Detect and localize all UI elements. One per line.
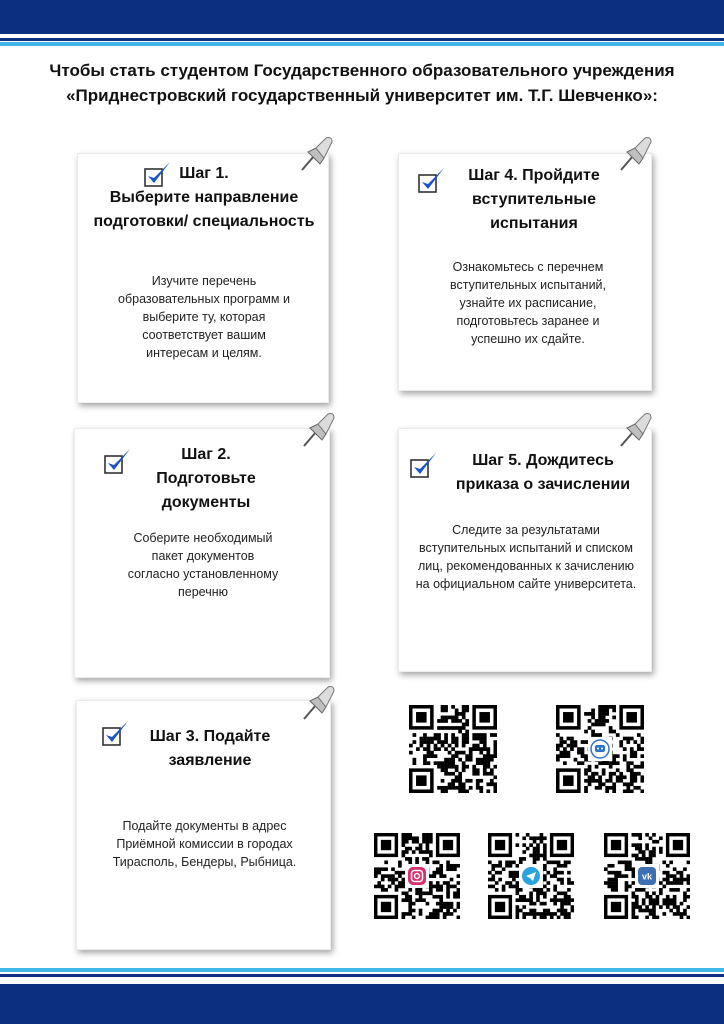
pushpin-icon (300, 410, 338, 450)
qr-code-image (556, 705, 644, 793)
step-2-text: Соберите необходимый пакет документов согласно установленному перечню (127, 531, 279, 599)
step-card-2 (74, 428, 330, 678)
qr-code-4[interactable] (488, 833, 574, 919)
bottom-banner (0, 984, 724, 1024)
bottom-divider-navy (0, 974, 724, 977)
vk-icon (638, 867, 656, 885)
checkbox-checked-icon (417, 166, 447, 194)
qr-code-image (409, 705, 497, 793)
telegram-icon (522, 867, 540, 885)
step-4-title: Шаг 4. Пройдите вступительные испытания (468, 167, 600, 232)
pushpin-icon (617, 410, 655, 450)
pushpin-icon (298, 134, 336, 174)
instagram-icon (408, 867, 426, 885)
step-1-text: Изучите перечень образовательных программ и выберите ту, которая соответствует вашим интересам и целям. (118, 274, 290, 360)
step-1-title: Шаг 1. Выберите направление подготовки/ специальность (93, 165, 315, 230)
step-card-4 (398, 153, 652, 391)
step-5-text: Следите за результатами вступительных испытаний и списком лиц, рекомендованных к зачислению на официальном сайте университета. (415, 523, 637, 591)
step-3-title: Шаг 3. Подайте заявление (149, 728, 271, 769)
top-divider-navy (0, 38, 724, 41)
page-heading: Чтобы стать студентом Государственного образовательного учреждения «Приднестровский государственный университет им. Т.Г. Шевченко»: (49, 61, 675, 105)
qr-code-image (488, 833, 574, 919)
chat-bot-icon (591, 740, 609, 758)
step-card-3 (76, 700, 331, 950)
qr-code-image (604, 833, 690, 919)
step-3-text: Подайте документы в адрес Приёмной комиссии в городах Тирасполь, Бендеры, Рыбница. (112, 819, 297, 869)
svg-text:vk: vk (641, 871, 653, 882)
step-card-5 (398, 428, 652, 672)
qr-code-3[interactable] (374, 833, 460, 919)
qr-code-5[interactable] (604, 833, 690, 919)
pushpin-icon (300, 683, 338, 723)
top-divider-cyan (0, 42, 724, 46)
top-banner (0, 0, 724, 34)
step-2-title: Шаг 2. Подготовьте документы (156, 446, 256, 511)
step-4-text: Ознакомьтесь с перечнем вступительных испытаний, узнайте их расписание, подготовьтесь заранее и успешно их сдайте. (449, 260, 607, 346)
checkbox-checked-icon (409, 451, 439, 479)
qr-code-1[interactable] (409, 705, 497, 793)
qr-code-image (374, 833, 460, 919)
top-divider-white (0, 34, 724, 37)
bottom-divider-cyan (0, 968, 724, 972)
step-5-title: Шаг 5. Дождитесь приказа о зачислении (455, 452, 631, 493)
pushpin-icon (617, 134, 655, 174)
qr-code-2[interactable] (556, 705, 644, 793)
step-card-1 (77, 153, 329, 403)
checkbox-checked-icon (103, 447, 133, 475)
